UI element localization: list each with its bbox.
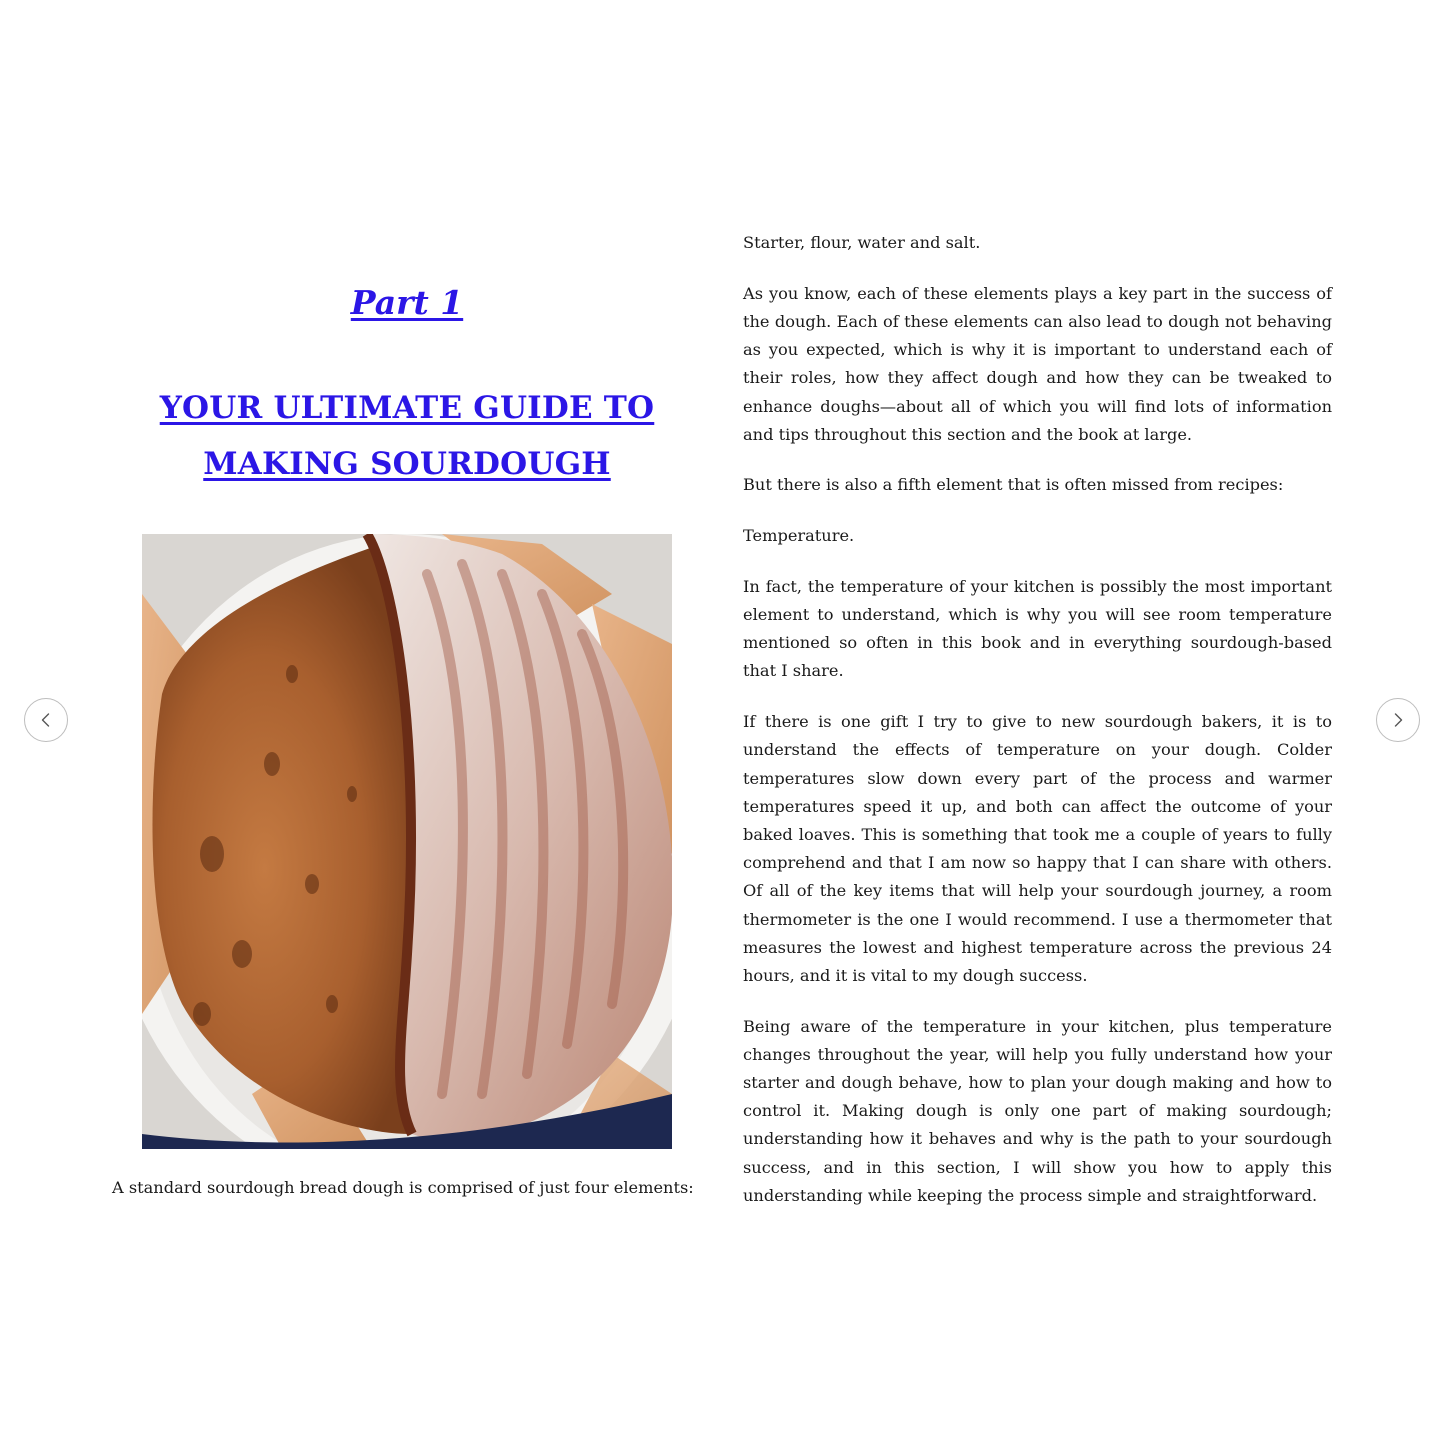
chapter-title-link[interactable] bbox=[112, 380, 702, 492]
next-page-button[interactable] bbox=[1376, 698, 1420, 742]
paragraph: Being aware of the temperature in your kitchen, plus temperature changes throughout the year, will help you fully understand how your starter and dough behave, how to plan your dough making and how to control it. Making dough is only one part of making sourdough; understanding how it behaves and why is the path to your sourdough success, and in this section, I will show you how to apply this understanding while keeping the process simple and straightforward. bbox=[743, 1016, 1332, 1205]
paragraph: In fact, the temperature of your kitchen is possibly the most important element to understand, which is why you will see room temperature mentioned so often in this book and in everything sourdough-based that I share. bbox=[743, 576, 1332, 681]
part-heading-link[interactable]: Part 1 bbox=[350, 283, 464, 322]
paragraph: Starter, flour, water and salt. bbox=[743, 233, 981, 252]
paragraph: But there is also a fifth element that is often missed from recipes: bbox=[743, 475, 1284, 495]
previous-page-button[interactable] bbox=[24, 698, 68, 742]
chapter-title-line-2: MAKING SOURDOUGH bbox=[203, 446, 611, 482]
chapter-title-line-1: YOUR ULTIMATE GUIDE TO bbox=[159, 390, 655, 426]
left-page bbox=[112, 0, 698, 1445]
right-page-text bbox=[743, 229, 1332, 1233]
sourdough-loaf-image bbox=[142, 534, 672, 1149]
chevron-left-icon bbox=[38, 712, 54, 728]
paragraph: If there is one gift I try to give to new sourdough bakers, it is to understand the effects of temperature on your dough. Colder temperatures slow down every part of the process and warmer temperatures speed it up, and both can affect the outcome of your baked loaves. This is something that took me a couple of years to fully comprehend and that I am now so happy that I can share with others. Of all of the key items that will help your sourdough journey, a room thermometer is the one I would recommend. I use a thermometer that measures the lowest and highest temperature across the previous 24 hours, and it is vital to my dough success. bbox=[743, 712, 1332, 985]
chevron-right-icon bbox=[1390, 712, 1406, 728]
paragraph: Temperature. bbox=[743, 526, 855, 546]
paragraph: As you know, each of these elements plays a key part in the success of the dough. Each of these elements can also lead to dough not behaving as you expected, which is why it is important to understand each of their roles, how they affect dough and how they can be tweaked to enhance doughs—about all of which you will find lots of information and tips throughout this section and the book at large. bbox=[743, 283, 1332, 444]
caption-text: A standard sourdough bread dough is comprised of just four elements: bbox=[112, 1178, 694, 1197]
